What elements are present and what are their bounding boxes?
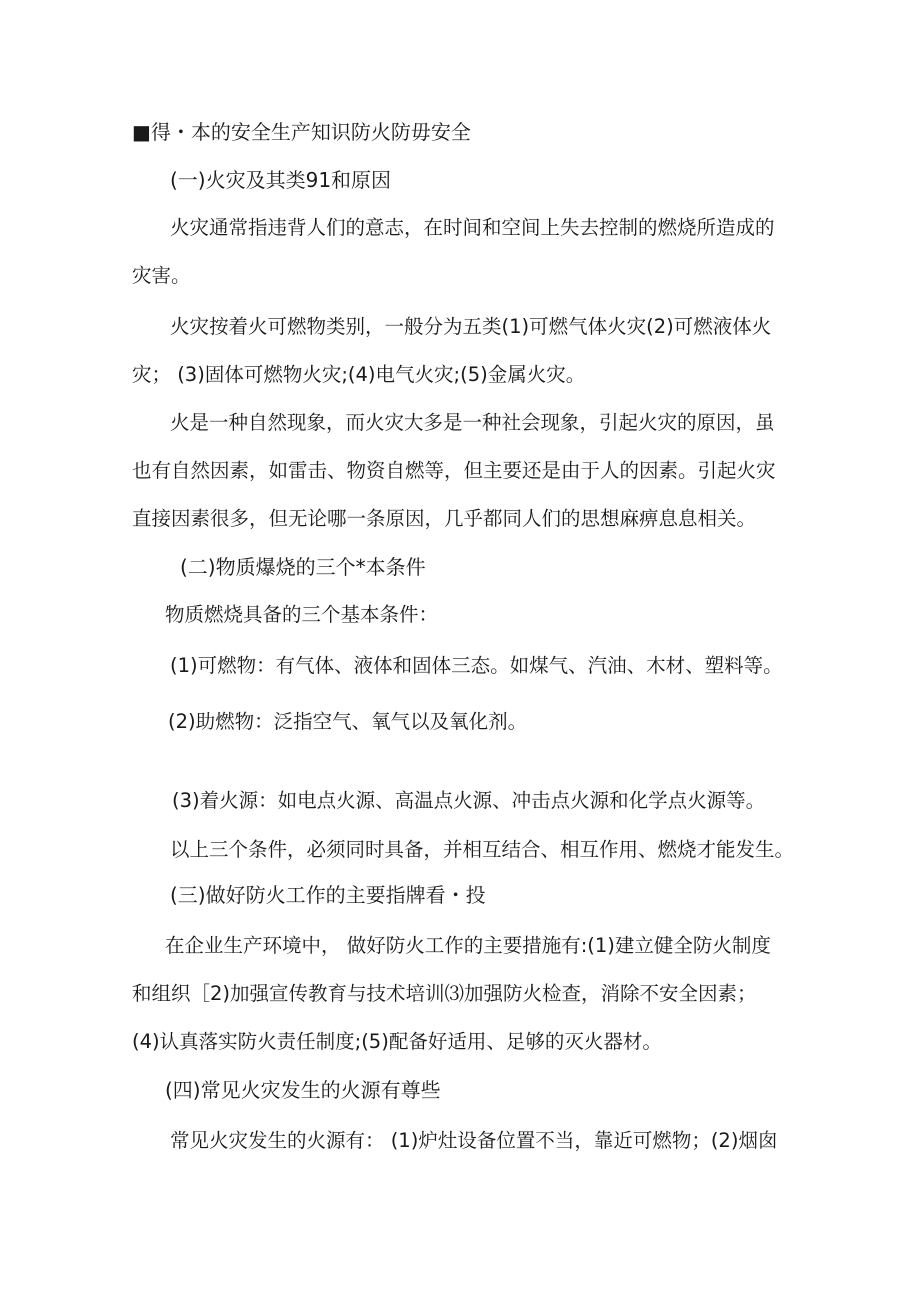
paragraph-line: 火是一种自然现象，而火灾大多是一种社会现象，引起火灾的原因，虽 xyxy=(170,411,775,434)
paragraph-line: 灾； (3)固体可燃物火灾;(4)电气火灾;(5)金属火灾。 xyxy=(132,363,586,386)
paragraph-line: 和组织［2)加强宣传教育与技术培训⑶加强防火检查，消除不安全因素； xyxy=(132,982,757,1005)
paragraph-line: 火灾通常指违背人们的意志，在时间和空间上失去控制的燃烧所造成的 xyxy=(170,216,775,239)
paragraph-line: 在企业生产环境中， 做好防火工作的主要措施有:(1)建立健全防火制度 xyxy=(165,934,771,957)
paragraph-line: 灾害。 xyxy=(132,264,191,287)
section-heading-4: (四)常见火灾发生的火源有尊些 xyxy=(165,1078,441,1102)
paragraph-line: 以上三个条件，必须同时具备，并相互结合、相互作用、燃烧才能发生。 xyxy=(170,838,795,861)
document-title: ■得・本的安全生产知识防火防毋安全 xyxy=(132,120,471,144)
list-item: (2)助燃物：泛指空气、氧气以及氧化剂。 xyxy=(168,710,528,733)
paragraph-line: 直接因素很多，但无论哪一条原因，几乎都同人们的思想麻痹息息相关。 xyxy=(132,507,757,530)
section-heading-2: (二)物质爆烧的三个*本条件 xyxy=(180,555,426,579)
paragraph-line: (4)认真落实防火责任制度;(5)配备好适用、足够的灭火器材。 xyxy=(132,1030,662,1053)
section-heading-1: (一)火灾及其类91和原因 xyxy=(170,168,392,192)
list-item: (1)可燃物：有气体、液体和固体三态。如煤气、汽油、木材、塑料等。 xyxy=(170,654,783,677)
paragraph-line: 常见火灾发生的火源有： (1)炉灶设备位置不当，靠近可燃物；(2)烟囱 xyxy=(170,1129,778,1152)
paragraph-line: 物质燃烧具备的三个基本条件： xyxy=(165,603,439,626)
section-heading-3: (三)做好防火工作的主要指牌看・投 xyxy=(170,883,486,907)
list-item: (3)着火源：如电点火源、高温点火源、冲击点火源和化学点火源等。 xyxy=(172,789,766,812)
paragraph-line: 火灾按着火可燃物类别，一般分为五类(1)可燃气体火灾(2)可燃液体火 xyxy=(170,315,772,338)
paragraph-line: 也有自然因素，如雷击、物资自燃等，但主要还是由于人的因素。引起火灾 xyxy=(132,459,776,482)
